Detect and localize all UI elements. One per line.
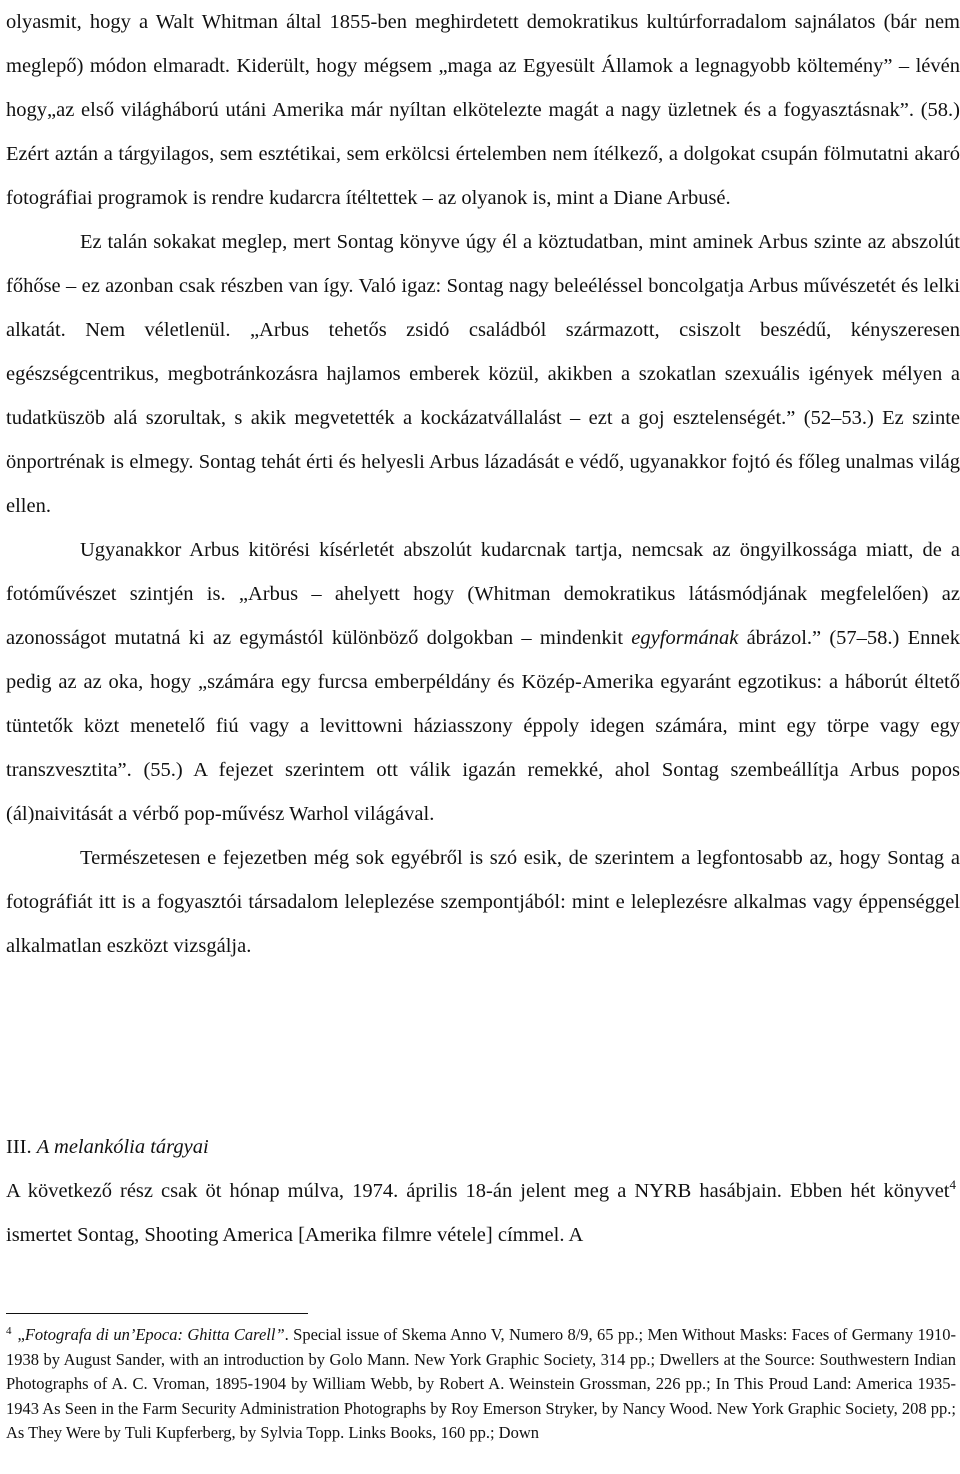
footnote-title: Fotografa di un’Epoca: Ghitta Carell” — [24, 1325, 285, 1344]
section-number: III. — [6, 1136, 32, 1158]
section-title: A melankólia tárgyai — [36, 1136, 209, 1158]
paragraph-5 — [6, 1169, 956, 1257]
paragraph-3-text-a: Ugyanakkor Arbus kitörési kísérletét abszolút kudarcnak tartja, nemcsak az öngyilkossága miatt, de a fotóművészet szintjén is. „Arbus – ahelyett hogy (Whitman demokratikus látásmódjának megfelelően) az azonosságot mutatná ki az egymástól különböző dolgokban – mindenkit — [6, 539, 960, 649]
section-body — [6, 1169, 956, 1257]
footnote-body: . Special issue of Skema Anno V, Numero 8/9, 65 pp.; Men Without Masks: Faces of Germany 1910-1938 by August Sander, with an introduction by Golo Mann. New York Graphic Society, 314 pp.; Dwellers at the Source: Southwestern Indian Photographs of A. C. Vroman, 1895-1904 by William Webb, by Robert A. Weinstein Grossman, 226 pp.; In This Proud Land: America 1935-1943 As Seen in the Farm Security Administration Photographs by Roy Emerson Stryker, by Nancy Wood. New York Graphic Society, 208 pp.; As They Were by Tuli Kupferberg, by Sylvia Topp. Links Books, 160 pp.; Down — [6, 1325, 956, 1442]
paragraph-5-text-b: ismertet Sontag, Shooting America [Amerika filmre vétele] címmel. A — [6, 1224, 584, 1246]
paragraph-4: Természetesen e fejezetben még sok egyébről is szó esik, de szerintem a legfontosabb az, hogy Sontag a fotográfiát itt is a fogyasztói társadalom leleplezése szempontjából: mint e leleplezésre alkalmas vagy éppenséggel alkalmatlan eszközt vizsgálja. — [6, 847, 960, 957]
paragraph-3-emphasis: egyformának — [631, 627, 739, 649]
body-text — [6, 0, 960, 968]
paragraph-3-text-b: ábrázol.” (57–58.) Ennek pedig az az oka, hogy „számára egy furcsa emberpéldány és Közép-Amerika egyaránt egzotikus: a háborút éltető tüntetők közt menetelő fiú vagy a levittowni háziasszony éppoly idegen számára, mint egy törpe vagy egy transzvesztita”. (55.) A fejezet szerintem ott válik igazán remekké, ahol Sontag szembeállítja Arbus popos (ál)naivitását a vérbő pop-művész Warhol világával. — [6, 627, 960, 825]
paragraph-2: Ez talán sokakat meglep, mert Sontag könyve úgy él a köztudatban, mint aminek Arbus szinte az abszolút főhőse – ez azonban csak részben van így. Való igaz: Sontag nagy beleéléssel boncolgatja Arbus művészetét és lelki alkatát. Nem véletlenül. „Arbus tehetős zsidó családból származott, csiszolt beszédű, kényszeresen egészségcentrikus, megbotránkozásra hajlamos emberek közül, akikben a szokatlan szexuális igények mélyen a tudatküszöb alá szorultak, s akik megvetették a kockázatvállalást – ezt a goj esztelenségét.” (52–53.) Ez szinte önportrénak is elmegy. Sontag tehát érti és helyesli Arbus lázadását e védő, ugyanakkor fojtó és főleg unalmas világ ellen. — [6, 231, 960, 517]
footnote-ref[interactable]: 4 — [949, 1177, 956, 1192]
paragraph-5-text-a: A következő rész csak öt hónap múlva, 1974. április 18-án jelent meg a NYRB hasábjain. Ebben hét könyvet — [6, 1180, 950, 1202]
footnote-divider — [6, 1313, 308, 1314]
section-heading — [6, 1125, 946, 1169]
paragraph-3 — [6, 528, 960, 836]
footnote-marker: 4 — [6, 1325, 12, 1337]
footnote — [6, 1323, 956, 1446]
footnote-text: $^4$ „Fotografa di un’Epoca: Ghitta Carell”. Special issue of Skema Anno V, Numero 8/9, 65 pp.; Men Without Masks: Faces of Germany 1910-1938 by August Sander, with an introduction by Golo Mann. New York Graphic Society, 314 pp.; Dwellers at the Source: Southwestern Indian Photographs of A. C. Vroman, 1895-1904 by William Webb, by Robert A. Weinstein Grossman, 226 pp.; In This Proud Land: America 1935-1943 As Seen in the Farm Security Administration Photographs by Roy Emerson Stryker, by Nancy Wood. New York Graphic Society, 208 pp.; As They Were by Tuli Kupferberg, by Sylvia Topp. Links Books, 160 pp.; Down — [6, 1325, 956, 1442]
paragraph-1: olyasmit, hogy a Walt Whitman által 1855-ben meghirdetett demokratikus kultúrforradalom sajnálatos (bár nem meglepő) módon elmaradt. Kiderült, hogy mégsem „maga az Egyesült Államok a legnagyobb költemény” – lévén hogy„az első világháború utáni Amerika már nyíltan elkötelezte magát a nagy üzletnek és a fogyasztásnak”. (58.) Ezért aztán a tárgyilagos, sem esztétikai, sem erkölcsi értelemben nem ítélkező, a dolgokat csupán fölmutatni akaró fotográfiai programok is rendre kudarcra ítéltettek – az olyanok is, mint a Diane Arbusé. — [6, 11, 960, 209]
